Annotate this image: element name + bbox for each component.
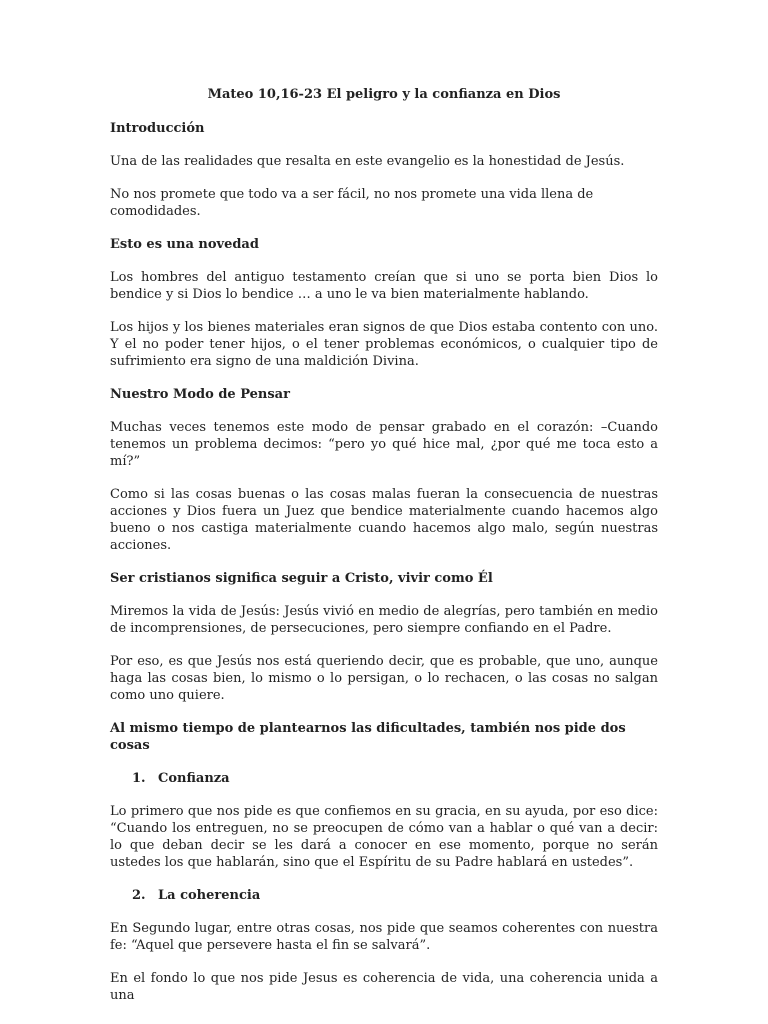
paragraph-antiguo-testamento: Los hombres del antiguo testamento creían que si uno se porta bien Dios lo bendice y si Dios lo bendice … a uno le va bien materialmente hablando. <box>110 270 658 302</box>
document-page <box>110 86 658 1020</box>
heading-novedad: Esto es una novedad <box>110 237 259 252</box>
paragraph-confianza: Lo primero que nos pide es que confiemos en su gracia, en su ayuda, por eso dice: “Cuando los entreguen, no se preocupen de cómo van a hablar o qué van a decir: lo que deban decir se les dará a conocer en ese momento, porque no serán ustedes los que hablarán, sino que el Espíritu de su Padre hablará en ustedes”. <box>110 804 658 870</box>
heading-ser-cristianos: Ser cristianos significa seguir a Cristo, vivir como Él <box>110 571 493 586</box>
paragraph-muchas-veces: Muchas veces tenemos este modo de pensar grabado en el corazón: –Cuando tenemos un problema decimos: “pero yo qué hice mal, ¿por qué me toca esto a mí?” <box>110 420 658 469</box>
numbered-item-coherencia <box>110 887 658 904</box>
paragraph-segundo-lugar: En Segundo lugar, entre otras cosas, nos pide que seamos coherentes con nuestra fe: “Aquel que persevere hasta el fin se salvará”. <box>110 921 658 953</box>
item-number: 1. <box>132 771 146 786</box>
document-title: Mateo 10,16-23 El peligro y la confianza en Dios <box>207 87 561 102</box>
heading-dos-cosas: Al mismo tiempo de plantearnos las dificultades, también nos pide dos cosas <box>110 721 626 753</box>
item-label: Confianza <box>158 771 230 786</box>
paragraph-honestidad: Una de las realidades que resalta en este evangelio es la honestidad de Jesús. <box>110 154 625 169</box>
item-label: La coherencia <box>158 888 261 903</box>
heading-modo-de-pensar: Nuestro Modo de Pensar <box>110 387 290 402</box>
paragraph-hijos-bienes: Los hijos y los bienes materiales eran signos de que Dios estaba contento con uno. Y el no poder tener hijos, o el tener problemas económicos, o cualquier tipo de sufrimiento era signo de una maldición Divina. <box>110 320 658 369</box>
paragraph-promesa: No nos promete que todo va a ser fácil, no nos promete una vida llena de comodidades. <box>110 187 594 219</box>
paragraph-consecuencia: Como si las cosas buenas o las cosas malas fueran la consecuencia de nuestras acciones y Dios fuera un Juez que bendice materialmente cuando hacemos algo bueno o nos castiga materialmente cuando hacemos algo malo, según nuestras acciones. <box>110 487 658 553</box>
item-number: 2. <box>132 888 146 903</box>
paragraph-por-eso: Por eso, es que Jesús nos está queriendo decir, que es probable, que uno, aunque haga las cosas bien, lo mismo o lo persigan, o lo rechacen, o las cosas no salgan como uno quiere. <box>110 654 658 703</box>
numbered-item-confianza <box>110 770 658 787</box>
paragraph-vida-de-jesus: Miremos la vida de Jesús: Jesús vivió en medio de alegrías, pero también en medio de incomprensiones, de persecuciones, pero siempre confiando en el Padre. <box>110 604 658 636</box>
heading-introduccion: Introducción <box>110 121 205 136</box>
paragraph-en-el-fondo: En el fondo lo que nos pide Jesus es coherencia de vida, una coherencia unida a una <box>110 971 658 1003</box>
